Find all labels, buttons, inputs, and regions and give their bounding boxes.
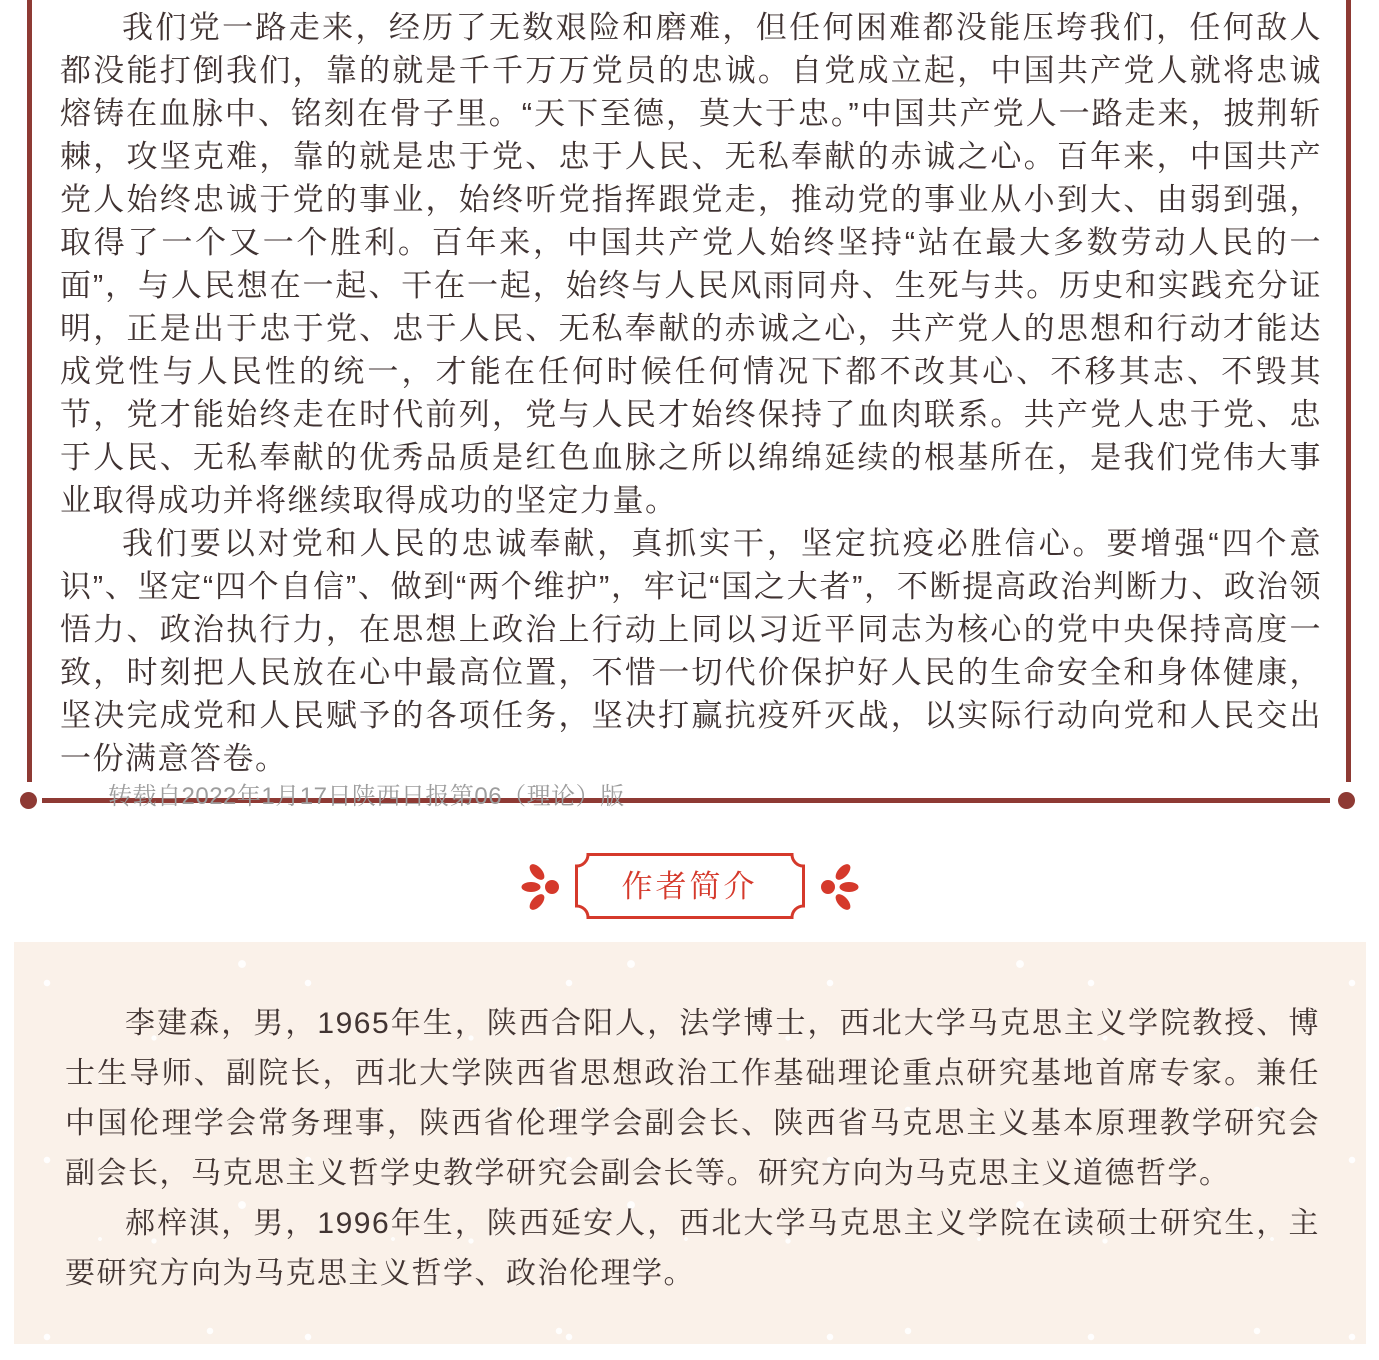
section-title-plaque [575, 853, 805, 919]
article-body [60, 6, 1322, 814]
article-paragraph-2: 我们要以对党和人民的忠诚奉献，真抓实干，坚定抗疫必胜信心。要增强“四个意识”、坚定“四个自信”、做到“两个维护”，牢记“国之大者”，不断提高政治判断力、政治领悟力、政治执行力，在思想上政治上行动上同以习近平同志为核心的党中央保持高度一致，时刻把人民放在心中最高位置，不惜一切代价保护好人民的生命安全和身体健康，坚决完成党和人民赋予的各项任务，坚决打赢抗疫歼灭战，以实际行动向党和人民交出一份满意答卷。 [60, 526, 1322, 776]
petal-flourish-icon [819, 859, 859, 913]
frame-left-line [27, 0, 32, 782]
source-citation: 转载自2022年1月17日陕西日报第06（理论）版 [108, 783, 625, 810]
bio-paragraph-2: 郝梓淇，男，1996年生，陕西延安人，西北大学马克思主义学院在读硕士研究生，主要研究方向为马克思主义哲学、政治伦理学。 [65, 1207, 1320, 1290]
author-bio-panel [14, 942, 1366, 1344]
frame-right-corner-dot [1338, 792, 1355, 809]
frame-right-line [1346, 0, 1351, 782]
section-title: 作者简介 [621, 868, 758, 904]
bio-paragraph-1: 李建森，男，1965年生，陕西合阳人，法学博士，西北大学马克思主义学院教授、博士生导师、副院长，西北大学陕西省思想政治工作基础理论重点研究基地首席专家。兼任中国伦理学会常务理事，陕西省伦理学会副会长、陕西省马克思主义基本原理教学研究会副会长，马克思主义哲学史教学研究会副会长等。研究方向为马克思主义道德哲学。 [65, 1007, 1320, 1190]
author-section-header [0, 853, 1379, 919]
frame-left-corner-dot [20, 792, 37, 809]
petal-flourish-icon [521, 859, 561, 913]
article-paragraph-1: 我们党一路走来，经历了无数艰险和磨难，但任何困难都没能压垮我们，任何敌人都没能打倒我们，靠的就是千千万万党员的忠诚。自党成立起，中国共产党人就将忠诚熔铸在血脉中、铭刻在骨子里。“天下至德，莫大于忠。”中国共产党人一路走来，披荆斩棘，攻坚克难，靠的就是忠于党、忠于人民、无私奉献的赤诚之心。百年来，中国共产党人始终忠诚于党的事业，始终听党指挥跟党走，推动党的事业从小到大、由弱到强，取得了一个又一个胜利。百年来，中国共产党人始终坚持“站在最大多数劳动人民的一面”，与人民想在一起、干在一起，始终与人民风雨同舟、生死与共。历史和实践充分证明，正是出于忠于党、忠于人民、无私奉献的赤诚之心，共产党人的思想和行动才能达成党性与人民性的统一，才能在任何时候任何情况下都不改其心、不移其志、不毁其节，党才能始终走在时代前列，党与人民才始终保持了血肉联系。共产党人忠于党、忠于人民、无私奉献的优秀品质是红色血脉之所以绵绵延续的根基所在，是我们党伟大事业取得成功并将继续取得成功的坚定力量。 [60, 10, 1322, 518]
